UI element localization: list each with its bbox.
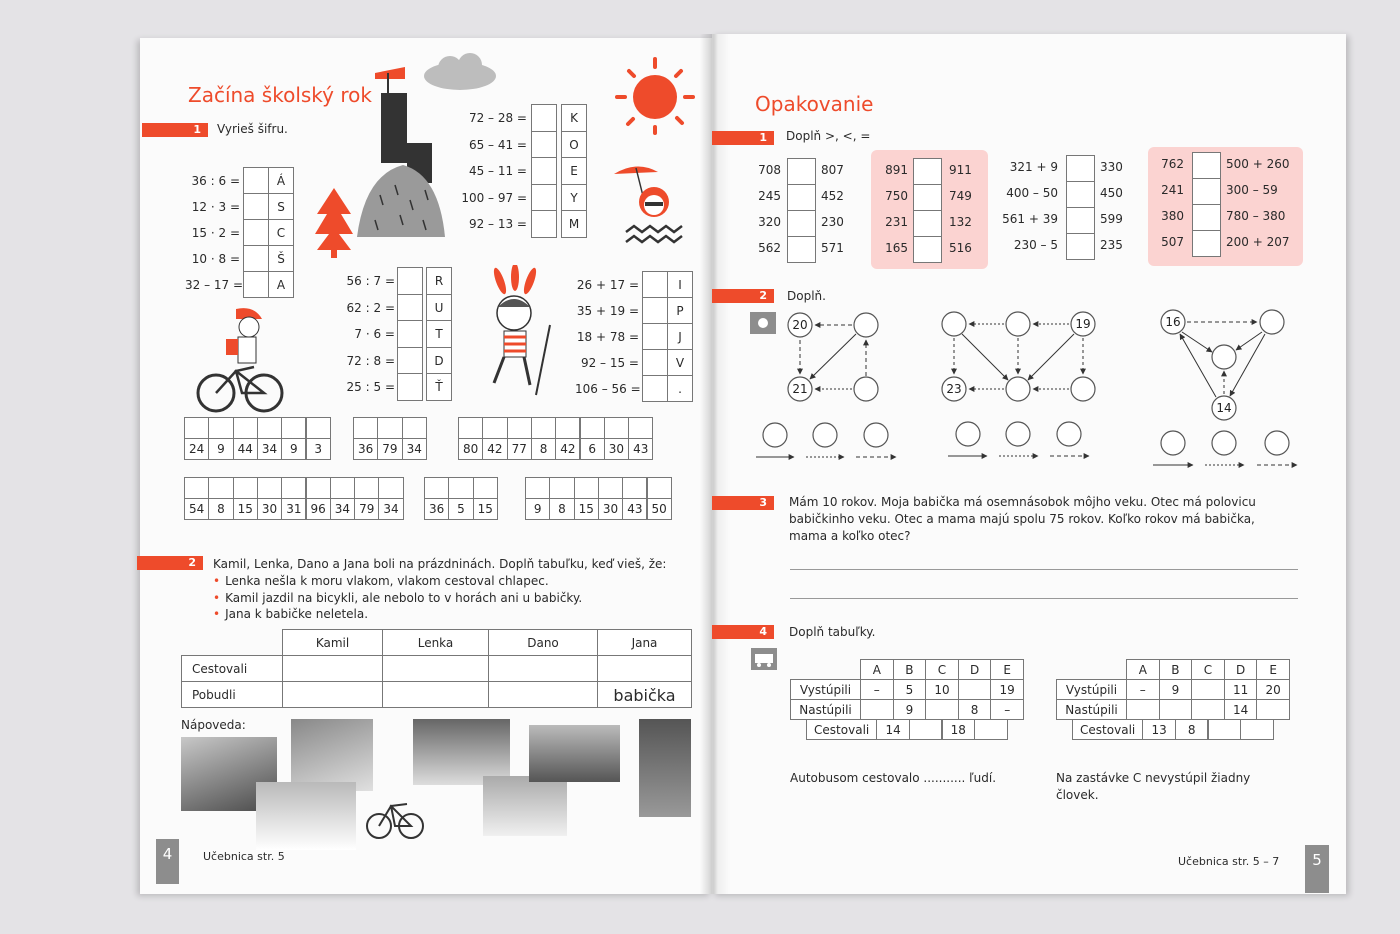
cell-input[interactable]	[382, 681, 489, 708]
grandparent-photo	[639, 719, 691, 817]
table-value: 10	[925, 679, 959, 700]
compare-left: 561 + 39	[1002, 212, 1058, 226]
cipher-expression: 100 – 97 =	[461, 190, 527, 205]
code-number: 6	[580, 438, 605, 460]
cipher-letter: Ť	[426, 373, 452, 401]
row-header: Nastúpili	[1056, 699, 1127, 720]
cipher-letter: K	[561, 104, 587, 132]
table-input-cell[interactable]	[1159, 699, 1193, 720]
cipher-answer-box[interactable]	[397, 373, 423, 401]
cipher-expression: 62 : 2 =	[346, 300, 395, 315]
compare-right: 516	[949, 241, 972, 255]
code-number: 8	[208, 498, 233, 520]
compare-left: 320	[758, 215, 781, 229]
code-blank[interactable]	[330, 477, 355, 499]
cipher-letter: J	[667, 323, 693, 350]
code-number: 30	[257, 498, 282, 520]
cipher-letter: S	[268, 193, 294, 220]
table-input-cell[interactable]	[1240, 719, 1274, 740]
task-2-number: 2	[137, 556, 203, 570]
cipher-letter: P	[667, 297, 693, 324]
compare-sign-box[interactable]	[913, 236, 942, 263]
table-value: 20	[1256, 679, 1290, 700]
graph-1-start: 20	[792, 318, 808, 332]
code-blank[interactable]	[208, 417, 233, 439]
cipher-letter: I	[667, 271, 693, 298]
code-number: 5	[448, 498, 473, 520]
cipher-expression: 92 – 15 =	[580, 356, 639, 370]
code-number: 34	[402, 438, 427, 460]
row-header: Cestovali	[806, 719, 877, 740]
row-pobudli: Pobudli	[181, 681, 283, 708]
code-blank[interactable]	[233, 417, 258, 439]
compare-sign-box[interactable]	[787, 236, 816, 263]
left-page-number: 4	[156, 839, 179, 884]
cipher-letter: Y	[561, 184, 587, 212]
girl-umbrella-illustration	[612, 160, 692, 245]
code-blank[interactable]	[574, 477, 599, 499]
table-value: –	[860, 679, 894, 700]
compare-right: 235	[1100, 238, 1123, 252]
answer-line-2[interactable]	[790, 598, 1298, 599]
compare-sign-box[interactable]	[787, 210, 816, 237]
compare-right: 749	[949, 189, 972, 203]
bullet-3-text: Jana k babičke neletela.	[225, 607, 369, 621]
beach-photo	[483, 776, 567, 836]
cipher-answer-box[interactable]	[397, 347, 423, 375]
compare-left: 231	[885, 215, 908, 229]
row-header: Vystúpili	[790, 679, 861, 700]
code-number: 42	[555, 438, 580, 460]
cipher-answer-box[interactable]	[243, 245, 269, 272]
compare-sign-box[interactable]	[913, 210, 942, 237]
code-blank[interactable]	[306, 477, 331, 499]
compare-left: 562	[758, 241, 781, 255]
code-number: 44	[233, 438, 258, 460]
cipher-expression: 92 – 13 =	[468, 217, 527, 231]
cell-input[interactable]	[488, 655, 598, 682]
task-2-bullet-3: • Jana k babičke neletela.	[213, 607, 369, 621]
task-2-bullet-2: • Kamil jazdil na bicykli, ale nebolo to v horách ani u babičky.	[213, 591, 583, 605]
hint-label: Nápoveda:	[181, 718, 246, 732]
bicycle-icon	[365, 788, 425, 843]
cipher-expression: 15 · 2 =	[191, 226, 240, 240]
bus-answer-1: Autobusom cestovalo ........... ľudí.	[790, 771, 997, 785]
cipher-letter: R	[426, 267, 452, 295]
car-photo	[256, 782, 356, 850]
cipher-answer-box[interactable]	[531, 157, 557, 185]
code-blank[interactable]	[604, 417, 629, 439]
cell-input[interactable]	[282, 681, 383, 708]
table-value: 8	[958, 699, 992, 720]
code-blank[interactable]	[598, 477, 623, 499]
cipher-answer-box[interactable]	[642, 349, 668, 376]
cell-input[interactable]	[597, 655, 692, 682]
compare-sign-box[interactable]	[787, 184, 816, 211]
code-number: 8	[531, 438, 556, 460]
code-number: 36	[424, 498, 449, 520]
code-blank[interactable]	[622, 477, 647, 499]
book-spine	[700, 34, 730, 894]
compare-right: 132	[949, 215, 972, 229]
code-number: 15	[574, 498, 599, 520]
table-input-cell[interactable]	[974, 719, 1008, 740]
col-kamil: Kamil	[282, 629, 383, 656]
cipher-expression: 26 + 17 =	[576, 278, 639, 292]
table-input-cell[interactable]	[958, 679, 992, 700]
table-value: –	[990, 699, 1024, 720]
compare-sign-box[interactable]	[1066, 233, 1095, 260]
cipher-answer-box[interactable]	[243, 219, 269, 246]
code-blank[interactable]	[424, 477, 449, 499]
compare-left: 321 + 9	[1009, 160, 1058, 174]
compare-right: 200 + 207	[1226, 235, 1290, 249]
task-1-instruction: Vyrieš šifru.	[217, 122, 288, 136]
compare-sign-box[interactable]	[1192, 178, 1221, 205]
col-header: D	[1224, 659, 1258, 680]
compare-left: 400 – 50	[1006, 186, 1058, 200]
cipher-expression: 72 – 28 =	[468, 111, 527, 125]
table-input-cell[interactable]	[1256, 699, 1290, 720]
col-header: E	[990, 659, 1024, 680]
compare-right: 780 – 380	[1226, 209, 1286, 223]
code-blank[interactable]	[458, 417, 483, 439]
code-blank[interactable]	[647, 477, 672, 499]
cipher-expression: 72 : 8 =	[346, 353, 395, 368]
compare-left: 241	[1161, 183, 1184, 197]
bullet-1-text: Lenka nešla k moru vlakom, vlakom cestoval chlapec.	[225, 574, 549, 588]
cipher-expression: 18 + 78 =	[576, 330, 639, 344]
code-number: 42	[482, 438, 507, 460]
task-2-bullet-1: • Lenka nešla k moru vlakom, vlakom cestoval chlapec.	[213, 574, 549, 588]
cipher-answer-box[interactable]	[642, 271, 668, 298]
graph-3-start: 16	[1165, 315, 1181, 329]
cyclist-illustration	[192, 305, 287, 415]
number-graphs	[750, 300, 1310, 480]
compare-sign-box[interactable]	[787, 158, 816, 185]
col-header: A	[1126, 659, 1160, 680]
code-blank[interactable]	[184, 417, 209, 439]
compare-sign-box[interactable]	[1066, 207, 1095, 234]
compare-sign-box[interactable]	[1192, 230, 1221, 257]
code-number: 36	[353, 438, 378, 460]
cipher-answer-box[interactable]	[642, 323, 668, 350]
table-value: 9	[893, 699, 927, 720]
row-header: Vystúpili	[1056, 679, 1127, 700]
cipher-letter: D	[426, 347, 452, 375]
cipher-answer-box[interactable]	[243, 271, 269, 298]
compare-right: 450	[1100, 186, 1123, 200]
code-number: 50	[647, 498, 672, 520]
cipher-expression: 106 – 56 =	[575, 382, 641, 396]
r-task-3-number: 3	[712, 496, 774, 510]
compare-left: 891	[885, 163, 908, 177]
graph-3-end: 14	[1216, 401, 1232, 415]
code-number: 8	[549, 498, 574, 520]
table-input-cell[interactable]	[925, 699, 959, 720]
cipher-answer-box[interactable]	[243, 193, 269, 220]
graph-2-start: 19	[1075, 317, 1091, 331]
code-number: 77	[507, 438, 532, 460]
r-task-4-instruction: Doplň tabuľky.	[789, 625, 876, 639]
compare-right: 571	[821, 241, 844, 255]
table-value: 19	[990, 679, 1024, 700]
code-blank[interactable]	[549, 477, 574, 499]
code-number: 79	[354, 498, 379, 520]
cipher-letter: Š	[268, 245, 294, 272]
cipher-expression: 7 · 6 =	[354, 327, 395, 341]
compare-left: 750	[885, 189, 908, 203]
compare-left: 708	[758, 163, 781, 177]
cipher-expression: 25 : 5 =	[346, 380, 395, 394]
code-blank[interactable]	[208, 477, 233, 499]
table-input-cell[interactable]	[909, 719, 943, 740]
col-jana: Jana	[597, 629, 692, 656]
right-page-number: 5	[1305, 845, 1329, 893]
code-number: 9	[281, 438, 306, 460]
compare-sign-box[interactable]	[913, 158, 942, 185]
code-blank[interactable]	[377, 417, 402, 439]
code-number: 79	[377, 438, 402, 460]
code-number: 34	[378, 498, 403, 520]
cipher-expression: 45 – 11 =	[468, 164, 527, 178]
compare-left: 230 – 5	[1013, 238, 1058, 252]
code-number: 31	[281, 498, 306, 520]
table-value: 18	[942, 719, 976, 740]
row-header: Cestovali	[1072, 719, 1143, 740]
code-number: 15	[233, 498, 258, 520]
code-number: 34	[257, 438, 282, 460]
compare-left: 762	[1161, 157, 1184, 171]
col-header: C	[1191, 659, 1225, 680]
table-value: 8	[1175, 719, 1209, 740]
col-lenka: Lenka	[382, 629, 489, 656]
cipher-answer-box[interactable]	[397, 320, 423, 348]
compare-sign-box[interactable]	[1066, 155, 1095, 182]
code-blank[interactable]	[306, 417, 331, 439]
cipher-answer-box[interactable]	[531, 184, 557, 212]
cipher-answer-box[interactable]	[531, 210, 557, 238]
cipher-letter: U	[426, 294, 452, 322]
cell-input[interactable]	[282, 655, 383, 682]
cipher-answer-box[interactable]	[531, 131, 557, 159]
table-value: 5	[893, 679, 927, 700]
cipher-expression: 36 : 6 =	[191, 174, 240, 188]
compare-sign-box[interactable]	[1192, 204, 1221, 231]
code-blank[interactable]	[281, 417, 306, 439]
cipher-answer-box[interactable]	[397, 294, 423, 322]
graph-2-end: 23	[946, 382, 962, 396]
code-number: 9	[208, 438, 233, 460]
compare-left: 380	[1161, 209, 1184, 223]
table-value: 11	[1224, 679, 1258, 700]
bus-answer-2: Na zastávke C nevystúpil žiadny človek.	[1056, 771, 1251, 802]
code-number: 80	[458, 438, 483, 460]
mountains-photo	[529, 725, 620, 782]
code-blank[interactable]	[378, 477, 403, 499]
compare-sign-box[interactable]	[1066, 181, 1095, 208]
col-header: E	[1256, 659, 1290, 680]
cipher-answer-box[interactable]	[642, 375, 668, 402]
compare-right: 452	[821, 189, 844, 203]
code-blank[interactable]	[531, 417, 556, 439]
code-blank[interactable]	[555, 417, 580, 439]
sun-icon	[615, 55, 695, 135]
table-input-cell[interactable]	[860, 699, 894, 720]
cell-input[interactable]	[382, 655, 489, 682]
code-blank[interactable]	[233, 477, 258, 499]
compare-sign-box[interactable]	[913, 184, 942, 211]
compare-right: 911	[949, 163, 972, 177]
cipher-expression: 10 · 8 =	[191, 252, 240, 266]
compare-left: 507	[1161, 235, 1184, 249]
compare-right: 300 – 59	[1226, 183, 1278, 197]
compare-right: 599	[1100, 212, 1123, 226]
code-blank[interactable]	[354, 477, 379, 499]
graph-1-end: 21	[792, 382, 808, 396]
compare-right: 230	[821, 215, 844, 229]
code-blank[interactable]	[257, 477, 282, 499]
answer-babicka: babička	[597, 681, 692, 708]
cipher-expression: 12 · 3 =	[191, 200, 240, 214]
cipher-answer-box[interactable]	[531, 104, 557, 132]
code-number: 43	[628, 438, 653, 460]
task-1-number: 1	[142, 123, 208, 137]
cipher-letter: Á	[268, 167, 294, 194]
r-task-2-number: 2	[712, 289, 774, 303]
code-blank[interactable]	[628, 417, 653, 439]
cipher-letter: V	[667, 349, 693, 376]
answer-line-1[interactable]	[790, 569, 1298, 570]
col-header: C	[925, 659, 959, 680]
table-value: 14	[1224, 699, 1258, 720]
r-task-3-text: Mám 10 rokov. Moja babička má osemnásobok môjho veku. Otec má polovicu babičkinho veku. Otec a mama majú spolu 75 rokov. Koľko rokov má babička, mama a koľko otec?	[789, 495, 1256, 543]
compare-right: 330	[1100, 160, 1123, 174]
col-header: B	[893, 659, 927, 680]
compare-left: 165	[885, 241, 908, 255]
code-blank[interactable]	[448, 477, 473, 499]
row-cestovali: Cestovali	[181, 655, 283, 682]
table-input-cell[interactable]	[1191, 679, 1225, 700]
code-number: 34	[330, 498, 355, 520]
table-input-cell[interactable]	[1126, 699, 1160, 720]
code-blank[interactable]	[525, 477, 550, 499]
code-number: 30	[604, 438, 629, 460]
code-blank[interactable]	[281, 477, 306, 499]
code-number: 43	[622, 498, 647, 520]
code-number: 30	[598, 498, 623, 520]
castle-illustration	[355, 65, 450, 240]
boy-feathers-illustration	[470, 265, 565, 400]
code-blank[interactable]	[473, 477, 498, 499]
cipher-letter: .	[667, 375, 693, 402]
table-value: 14	[876, 719, 910, 740]
table-value: 13	[1142, 719, 1176, 740]
code-number: 9	[525, 498, 550, 520]
cipher-letter: A	[268, 271, 294, 298]
code-number: 3	[306, 438, 331, 460]
code-blank[interactable]	[482, 417, 507, 439]
right-page-title: Opakovanie	[755, 92, 874, 116]
code-blank[interactable]	[580, 417, 605, 439]
cipher-letter: E	[561, 157, 587, 185]
table-value: –	[1126, 679, 1160, 700]
r-task-1-number: 1	[712, 131, 774, 145]
compare-sign-box[interactable]	[1192, 152, 1221, 179]
tree-icon	[315, 186, 353, 258]
task-2-intro: Kamil, Lenka, Dano a Jana boli na prázdninách. Doplň tabuľku, keď vieš, že:	[213, 557, 667, 571]
col-header: D	[958, 659, 992, 680]
cell-input[interactable]	[488, 681, 598, 708]
code-blank[interactable]	[257, 417, 282, 439]
code-blank[interactable]	[184, 477, 209, 499]
r-task-1-instruction: Doplň >, <, =	[786, 129, 871, 143]
cipher-letter: O	[561, 131, 587, 159]
col-header: A	[860, 659, 894, 680]
compare-right: 500 + 260	[1226, 157, 1290, 171]
code-number: 96	[306, 498, 331, 520]
airplane-photo	[291, 719, 373, 791]
r-task-4-number: 4	[712, 625, 774, 639]
cipher-expression: 56 : 7 =	[346, 274, 395, 288]
code-number: 24	[184, 438, 209, 460]
code-number: 15	[473, 498, 498, 520]
compare-right: 807	[821, 163, 844, 177]
cipher-letter: C	[268, 219, 294, 246]
cipher-letter: T	[426, 320, 452, 348]
cipher-expression: 65 – 41 =	[468, 137, 527, 152]
left-footer: Učebnica str. 5	[203, 850, 285, 863]
compare-left: 245	[758, 189, 781, 203]
bus-icon	[751, 648, 777, 670]
cipher-letter: M	[561, 210, 587, 238]
cipher-answer-box[interactable]	[642, 297, 668, 324]
r-task-2-instruction: Doplň.	[787, 289, 826, 303]
bullet-2-text: Kamil jazdil na bicykli, ale nebolo to v horách ani u babičky.	[225, 591, 583, 605]
table-input-cell[interactable]	[1208, 719, 1242, 740]
code-blank[interactable]	[507, 417, 532, 439]
cipher-expression: 32 – 17 =	[185, 278, 244, 292]
col-header: B	[1159, 659, 1193, 680]
table-input-cell[interactable]	[1191, 699, 1225, 720]
cipher-answer-box[interactable]	[397, 267, 423, 295]
right-footer: Učebnica str. 5 – 7	[1178, 855, 1280, 868]
cipher-expression: 35 + 19 =	[576, 304, 639, 318]
cipher-answer-box[interactable]	[243, 167, 269, 194]
code-blank[interactable]	[402, 417, 427, 439]
table-value: 9	[1159, 679, 1193, 700]
left-page-title: Začína školský rok	[188, 83, 372, 107]
col-dano: Dano	[488, 629, 598, 656]
row-header: Nastúpili	[790, 699, 861, 720]
code-number: 54	[184, 498, 209, 520]
code-blank[interactable]	[353, 417, 378, 439]
